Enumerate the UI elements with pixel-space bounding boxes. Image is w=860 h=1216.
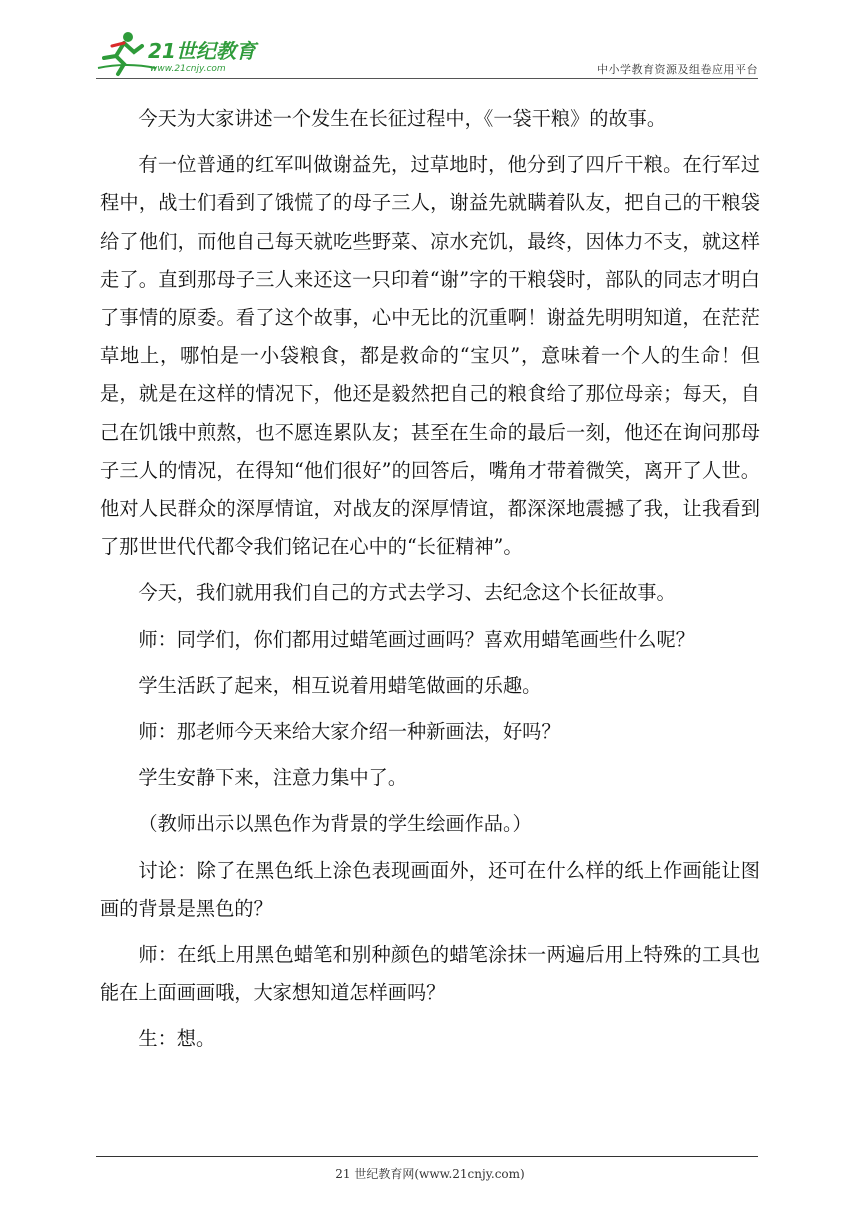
- header-divider: [96, 78, 758, 79]
- paragraph: 讨论：除了在黑色纸上涂色表现画面外，还可在什么样的纸上作画能让图画的背景是黑色的？: [100, 858, 760, 920]
- paragraph-story: 有一位普通的红军叫做谢益先，过草地时，他分到了四斤干粮。在行军过程中，战士们看到了饿慌了的母子三人，谢益先就瞒着队友，把自己的干粮袋给了他们，而他自己每天就吃些野菜、凉水充饥，最终，因体力不支，就这样走了。直到那母子三人来还这一只印着“谢”字的干粮袋时，部队的同志才明白了事情的原委。看了这个故事，心中无比的沉重啊！谢益先明明知道，在茫茫草地上，哪怕是一小袋粮食，都是救命的“宝贝”，意味着一个人的生命！但是，就是在这样的情况下，他还是毅然把自己的粮食给了那位母亲；每天，自己在饥饿中煎熬，也不愿连累队友；甚至在生命的最后一刻，他还在询问那母子三人的情况，在得知“他们很好”的回答后，嘴角才带着微笑，离开了人世。他对人民群众的深厚情谊，对战友的深厚情谊，都深深地震撼了我，让我看到了那世世代代都令我们铭记在心中的“长征精神”。: [100, 153, 760, 559]
- logo-url: www.21cnjy.com: [150, 64, 226, 74]
- paragraph: 师：在纸上用黑色蜡笔和别种颜色的蜡笔涂抹一两遍后用上特殊的工具也能在上面画画哦，大家想知道怎样画吗？: [100, 943, 760, 1005]
- paragraph: 生：想。: [138, 1027, 216, 1051]
- paragraph: 今天，我们就用我们自己的方式去学习、去纪念这个长征故事。: [138, 581, 676, 605]
- logo-title: 21世纪教育: [148, 39, 256, 63]
- site-logo: [96, 28, 266, 78]
- document-body: [100, 100, 760, 1059]
- paragraph: 师：那老师今天来给大家介绍一种新画法，好吗？: [138, 720, 561, 744]
- footer-text: 21 世纪教育网(www.21cnjy.com): [335, 1167, 525, 1181]
- paragraph-intro: 今天为大家讲述一个发生在长征过程中，《一袋干粮》的故事。: [138, 107, 667, 130]
- paragraph: 学生安静下来，注意力集中了。: [138, 766, 408, 790]
- header-platform-text: 中小学教育资源及组卷应用平台: [597, 63, 758, 76]
- paragraph: （教师出示以黑色作为背景的学生绘画作品。）: [138, 812, 532, 836]
- paragraph: 学生活跃了起来，相互说着用蜡笔做画的乐趣。: [138, 673, 542, 697]
- paragraph: 师：同学们，你们都用过蜡笔画过画吗？喜欢用蜡笔画些什么呢？: [138, 627, 695, 651]
- page-header: [96, 28, 758, 80]
- footer-divider: [96, 1156, 758, 1157]
